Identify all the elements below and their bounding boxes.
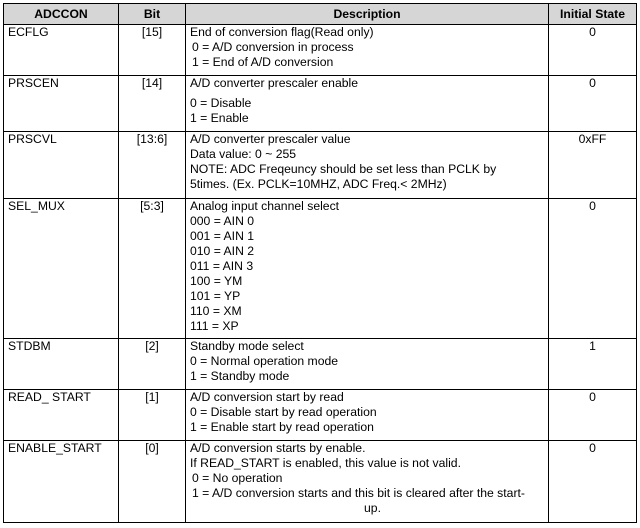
field-bit: [13:6] bbox=[119, 132, 186, 199]
description-line: A/D conversion starts by enable. bbox=[190, 441, 366, 455]
header-adccon: ADCCON bbox=[4, 4, 119, 25]
field-bit: [1] bbox=[119, 390, 186, 441]
description-line: 1 = Enable start by read operation bbox=[190, 420, 374, 434]
field-initial-state: 0 bbox=[549, 390, 637, 441]
field-initial-state: 0 bbox=[549, 441, 637, 523]
table-row-ecflg bbox=[4, 25, 637, 76]
description-line: If READ_START is enabled, this value is not valid. bbox=[190, 456, 461, 470]
table-row-enable-start bbox=[4, 441, 637, 523]
description-line: A/D conversion start by read bbox=[190, 390, 344, 404]
description-line: 110 = XM bbox=[190, 304, 242, 318]
description-line: Standby mode select bbox=[190, 339, 304, 353]
table-row-read-start bbox=[4, 390, 637, 441]
header-description: Description bbox=[186, 4, 549, 25]
description-line: up. bbox=[364, 501, 381, 515]
description-line: 0 = No operation bbox=[192, 471, 283, 485]
description-line: End of conversion flag(Read only) bbox=[190, 25, 374, 39]
description-line: 111 = XP bbox=[190, 319, 239, 333]
description-line: 0 = Normal operation mode bbox=[190, 354, 339, 368]
field-initial-state: 0 bbox=[549, 25, 637, 76]
field-name: STDBM bbox=[4, 339, 119, 390]
field-name: PRSCVL bbox=[4, 132, 119, 199]
description-line: Analog input channel select bbox=[190, 199, 340, 213]
adccon-register-table bbox=[3, 3, 637, 523]
description-line: Data value: 0 ~ 255 bbox=[190, 147, 297, 161]
field-name: ECFLG bbox=[4, 25, 119, 76]
table-row-prscen bbox=[4, 76, 637, 132]
field-name: PRSCEN bbox=[4, 76, 119, 132]
field-bit: [14] bbox=[119, 76, 186, 132]
description-line: 011 = AIN 3 bbox=[190, 259, 254, 273]
table-row-stdbm bbox=[4, 339, 637, 390]
description-line: 1 = End of A/D conversion bbox=[192, 55, 334, 69]
description-line: 100 = YM bbox=[190, 274, 243, 288]
field-name: SEL_MUX bbox=[4, 199, 119, 339]
field-description bbox=[186, 25, 549, 76]
description-line: NOTE: ADC Freqeuncy should be set less than PCLK by bbox=[190, 162, 497, 176]
description-line: 1 = Standby mode bbox=[190, 369, 290, 383]
table-row-sel-mux bbox=[4, 199, 637, 339]
field-initial-state: 0xFF bbox=[549, 132, 637, 199]
description-line: 101 = YP bbox=[190, 289, 241, 303]
field-initial-state: 0 bbox=[549, 199, 637, 339]
field-initial-state: 1 bbox=[549, 339, 637, 390]
header-initial-state: Initial State bbox=[549, 4, 637, 25]
description-line: 0 = A/D conversion in process bbox=[192, 40, 354, 54]
field-name: ENABLE_START bbox=[4, 441, 119, 523]
description-line: A/D converter prescaler value bbox=[190, 132, 351, 146]
field-initial-state: 0 bbox=[549, 76, 637, 132]
field-description bbox=[186, 339, 549, 390]
header-row bbox=[4, 4, 637, 25]
field-description bbox=[186, 441, 549, 523]
description-line: 1 = Enable bbox=[190, 111, 249, 125]
field-bit: [0] bbox=[119, 441, 186, 523]
description-line: 5times. (Ex. PCLK=10MHZ, ADC Freq.< 2MHz) bbox=[190, 177, 447, 191]
description-line: 1 = A/D conversion starts and this bit is cleared after the start- bbox=[192, 486, 525, 500]
field-description bbox=[186, 76, 549, 132]
field-description bbox=[186, 390, 549, 441]
description-line: 0 = Disable start by read operation bbox=[190, 405, 377, 419]
field-description bbox=[186, 132, 549, 199]
header-bit: Bit bbox=[119, 4, 186, 25]
field-name: READ_ START bbox=[4, 390, 119, 441]
description-line: 0 = Disable bbox=[190, 96, 252, 110]
description-line: 010 = AIN 2 bbox=[190, 244, 255, 258]
table-row-prscvl bbox=[4, 132, 637, 199]
field-bit: [15] bbox=[119, 25, 186, 76]
description-line: A/D converter prescaler enable bbox=[190, 76, 359, 90]
description-line: 001 = AIN 1 bbox=[190, 229, 255, 243]
field-description bbox=[186, 199, 549, 339]
field-bit: [5:3] bbox=[119, 199, 186, 339]
field-bit: [2] bbox=[119, 339, 186, 390]
description-line: 000 = AIN 0 bbox=[190, 214, 255, 228]
